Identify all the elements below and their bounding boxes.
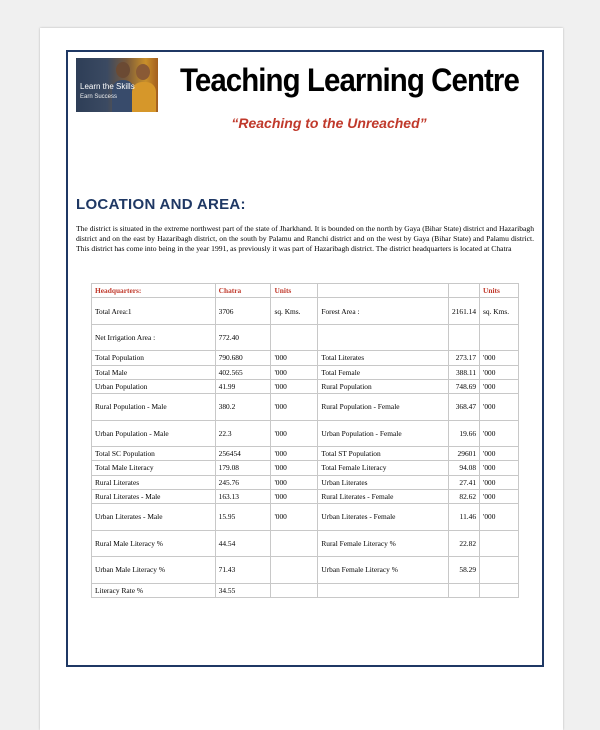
logo-person-2 bbox=[132, 82, 156, 112]
table-row bbox=[92, 504, 519, 531]
table-body bbox=[92, 284, 519, 598]
table-cell bbox=[480, 557, 519, 584]
table-row bbox=[92, 365, 519, 379]
table-row bbox=[92, 475, 519, 489]
table-cell: Rural Female Literacy % bbox=[318, 530, 449, 557]
table-cell: '000 bbox=[271, 461, 318, 475]
table-cell: 772.40 bbox=[215, 324, 271, 351]
table-cell: 380.2 bbox=[215, 394, 271, 421]
table-cell: 748.69 bbox=[449, 379, 480, 393]
table-cell: '000 bbox=[480, 379, 519, 393]
table-cell: Forest Area : bbox=[318, 298, 449, 325]
header-cell bbox=[318, 284, 449, 298]
table-cell: Rural Population bbox=[318, 379, 449, 393]
table-cell: 44.54 bbox=[215, 530, 271, 557]
table-cell: 2161.14 bbox=[449, 298, 480, 325]
table-cell: 163.13 bbox=[215, 489, 271, 503]
table-cell: 41.99 bbox=[215, 379, 271, 393]
table-cell: Literacy Rate % bbox=[92, 583, 216, 597]
table-cell: 256454 bbox=[215, 447, 271, 461]
table-header-row bbox=[92, 284, 519, 298]
logo-face-2 bbox=[136, 64, 150, 80]
section-heading: LOCATION AND AREA: bbox=[76, 196, 246, 213]
table-cell: 402.565 bbox=[215, 365, 271, 379]
table-cell: 22.3 bbox=[215, 420, 271, 447]
table-cell: '000 bbox=[480, 461, 519, 475]
district-statistics-table bbox=[91, 283, 519, 598]
table-row bbox=[92, 420, 519, 447]
table-cell bbox=[318, 583, 449, 597]
table-cell bbox=[480, 583, 519, 597]
table-row bbox=[92, 557, 519, 584]
table-cell: 245.76 bbox=[215, 475, 271, 489]
table-row bbox=[92, 530, 519, 557]
header-cell: Headquarters: bbox=[92, 284, 216, 298]
table-cell: 82.62 bbox=[449, 489, 480, 503]
logo-face-1 bbox=[116, 62, 130, 78]
table-cell: Urban Male Literacy % bbox=[92, 557, 216, 584]
table-cell: '000 bbox=[271, 420, 318, 447]
table-cell: 11.46 bbox=[449, 504, 480, 531]
table-cell: Rural Population - Female bbox=[318, 394, 449, 421]
table-cell: Total Female Literacy bbox=[318, 461, 449, 475]
table-cell: 29601 bbox=[449, 447, 480, 461]
table-cell: Total Female bbox=[318, 365, 449, 379]
table-cell bbox=[271, 324, 318, 351]
table-cell: '000 bbox=[271, 489, 318, 503]
table-cell: '000 bbox=[271, 365, 318, 379]
table-cell: '000 bbox=[480, 351, 519, 365]
table-cell: 34.55 bbox=[215, 583, 271, 597]
table-row bbox=[92, 324, 519, 351]
table-cell bbox=[271, 583, 318, 597]
table-cell: '000 bbox=[271, 379, 318, 393]
table-cell: Net Irrigation Area : bbox=[92, 324, 216, 351]
learn-skills-logo bbox=[76, 58, 158, 112]
table-cell: sq. Kms. bbox=[480, 298, 519, 325]
header-cell: Chatra bbox=[215, 284, 271, 298]
table-cell: 19.66 bbox=[449, 420, 480, 447]
table-row bbox=[92, 489, 519, 503]
table-cell: Total Male Literacy bbox=[92, 461, 216, 475]
table-cell: Urban Literates bbox=[318, 475, 449, 489]
table-cell: Urban Population bbox=[92, 379, 216, 393]
table-cell: '000 bbox=[480, 475, 519, 489]
header-cell: Units bbox=[271, 284, 318, 298]
table-cell bbox=[480, 324, 519, 351]
tagline: “Reaching to the Unreached” bbox=[231, 115, 427, 131]
table-cell: 273.17 bbox=[449, 351, 480, 365]
table-row bbox=[92, 461, 519, 475]
table-cell: '000 bbox=[480, 447, 519, 461]
table-cell bbox=[271, 557, 318, 584]
logo-line-2: Earn Success bbox=[80, 94, 118, 100]
table-cell: 368.47 bbox=[449, 394, 480, 421]
table-row bbox=[92, 583, 519, 597]
table-cell: sq. Kms. bbox=[271, 298, 318, 325]
table-row bbox=[92, 379, 519, 393]
table-cell: '000 bbox=[480, 365, 519, 379]
table-cell: 58.29 bbox=[449, 557, 480, 584]
table-cell: 71.43 bbox=[215, 557, 271, 584]
table-cell: '000 bbox=[480, 394, 519, 421]
table-cell bbox=[480, 530, 519, 557]
table-cell: Rural Male Literacy % bbox=[92, 530, 216, 557]
table-cell: 27.41 bbox=[449, 475, 480, 489]
table-cell bbox=[318, 324, 449, 351]
table-cell: 94.08 bbox=[449, 461, 480, 475]
table-cell: 179.08 bbox=[215, 461, 271, 475]
table-cell: Urban Literates - Female bbox=[318, 504, 449, 531]
brand-title: Teaching Learning Centre bbox=[180, 62, 519, 98]
table-cell: Urban Population - Female bbox=[318, 420, 449, 447]
header-cell bbox=[449, 284, 480, 298]
table-cell bbox=[271, 530, 318, 557]
table-cell: 388.11 bbox=[449, 365, 480, 379]
table-cell: 3706 bbox=[215, 298, 271, 325]
intro-paragraph: The district is situated in the extreme northwest part of the state of Jharkhand. It is bounded on the north by Gaya (Bihar State) district and Hazaribagh district and on the east by Hazaribagh district, on the south by Palamu and Ranchi district and on the west by Gaya (Bihar State) and Palamu district. This district has come into being in the year 1991, as previously it was part of Hazaribagh district. The district headquarters is located at Chatra bbox=[76, 224, 534, 253]
table-cell: Total Male bbox=[92, 365, 216, 379]
logo-line-1: Learn the Skills bbox=[80, 82, 135, 91]
table-cell: Total Population bbox=[92, 351, 216, 365]
table-cell: Urban Population - Male bbox=[92, 420, 216, 447]
table-row bbox=[92, 351, 519, 365]
table-row bbox=[92, 394, 519, 421]
table-cell: Rural Literates bbox=[92, 475, 216, 489]
table-cell: 22.82 bbox=[449, 530, 480, 557]
header-cell: Units bbox=[480, 284, 519, 298]
table-cell: '000 bbox=[480, 420, 519, 447]
table-cell: Rural Population - Male bbox=[92, 394, 216, 421]
table-cell: '000 bbox=[480, 504, 519, 531]
table-cell: Total SC Population bbox=[92, 447, 216, 461]
table-cell: '000 bbox=[271, 504, 318, 531]
table-cell: Total Area:1 bbox=[92, 298, 216, 325]
table-cell: '000 bbox=[271, 351, 318, 365]
table-cell bbox=[449, 324, 480, 351]
table-row bbox=[92, 298, 519, 325]
table-cell: '000 bbox=[480, 489, 519, 503]
table-cell: '000 bbox=[271, 475, 318, 489]
table-cell: 15.95 bbox=[215, 504, 271, 531]
table-cell: Total ST Population bbox=[318, 447, 449, 461]
table-cell: Total Literates bbox=[318, 351, 449, 365]
table-cell: '000 bbox=[271, 447, 318, 461]
table-cell: Urban Literates - Male bbox=[92, 504, 216, 531]
table-cell: Urban Female Literacy % bbox=[318, 557, 449, 584]
table-row bbox=[92, 447, 519, 461]
table-cell: Rural Literates - Male bbox=[92, 489, 216, 503]
table-cell: '000 bbox=[271, 394, 318, 421]
table-cell: 790.680 bbox=[215, 351, 271, 365]
table-cell bbox=[449, 583, 480, 597]
table-cell: Rural Literates - Female bbox=[318, 489, 449, 503]
